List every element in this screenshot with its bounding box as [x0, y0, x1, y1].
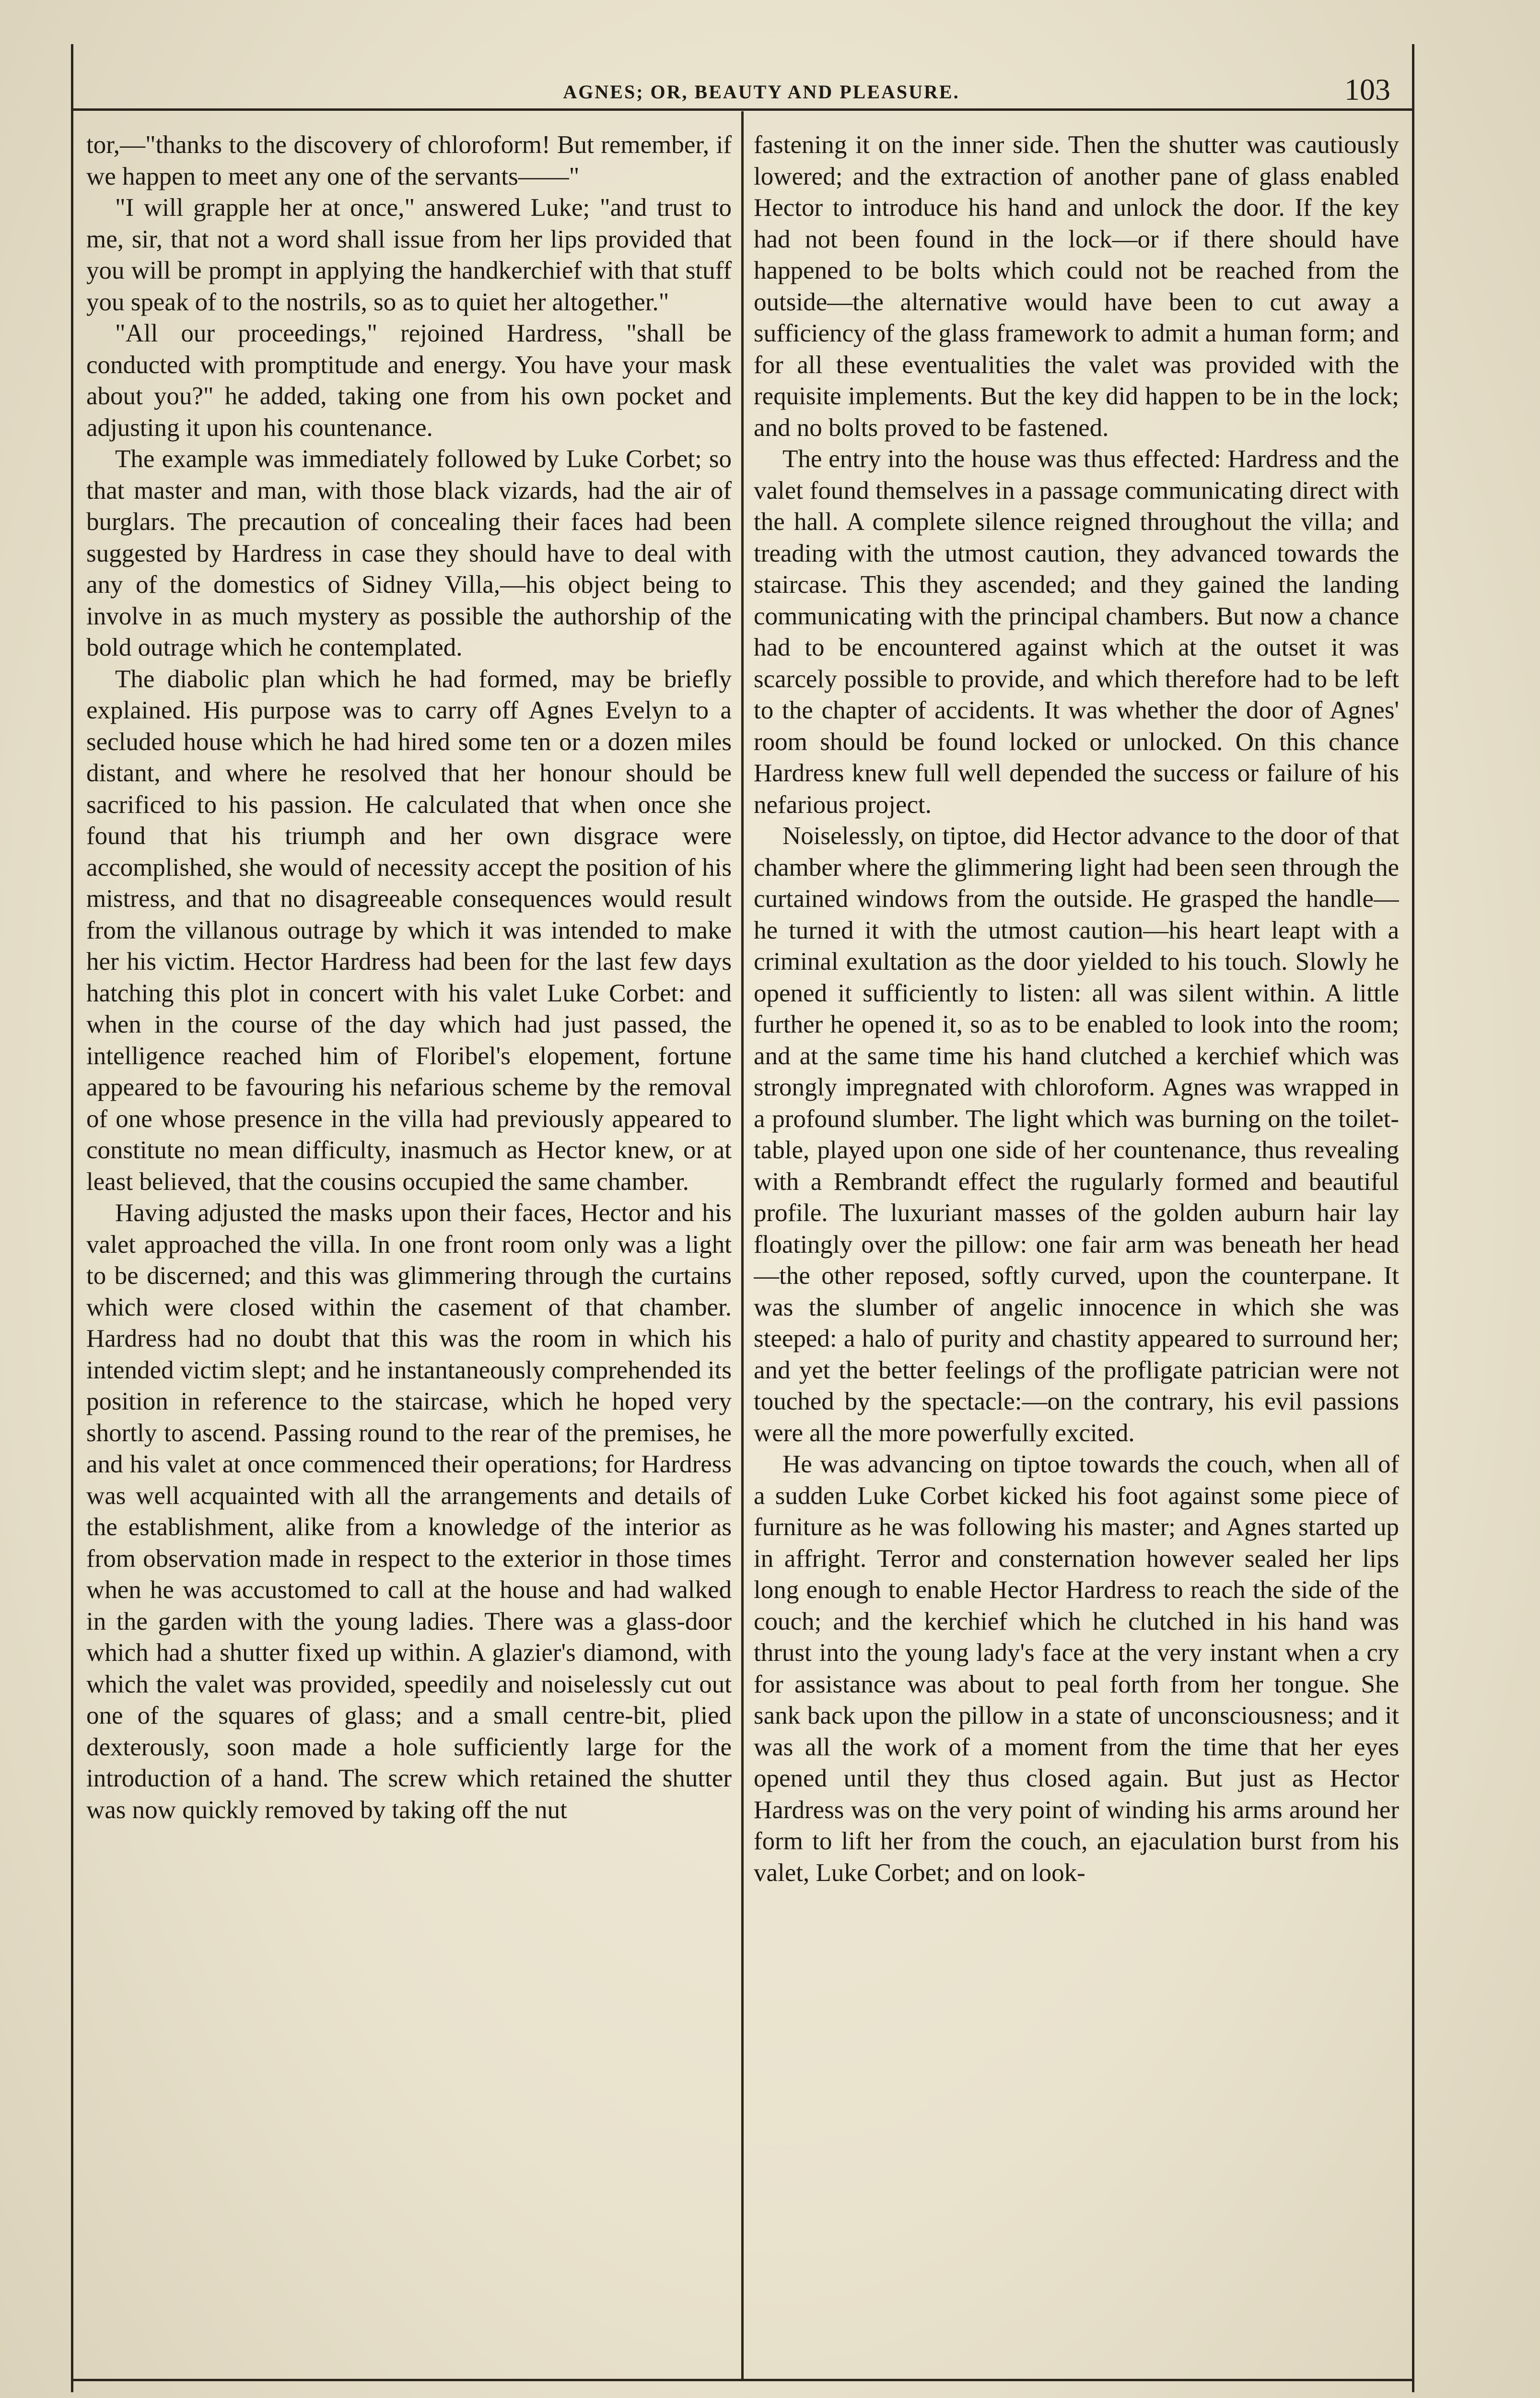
- paragraph: Noiselessly, on tiptoe, did Hector advance to the door of that chamber where the glimmering light had been seen through the curtained windows from the outside. He grasped the handle—he turned it with the utmost caution—his heart leapt with a criminal exultation as the door yielded to his touch. Slowly he opened it sufficiently to listen: all was silent within. A little further he opened it, so as to be enabled to look into the room; and at the same time his hand clutched a kerchief which was strongly impregnated with chloroform. Agnes was wrapped in a profound slumber. The light which was burning on the toilet-table, played upon one side of her countenance, thus revealing with a Rembrandt effect the rugularly formed and beautiful profile. The luxuriant masses of the golden auburn hair lay floatingly over the pillow: one fair arm was beneath her head—the other reposed, softly curved, upon the counterpane. It was the slumber of angelic innocence in which she was steeped: a halo of purity and chastity appeared to surround her; and yet the better feelings of the profligate patrician were not touched by the spectacle:—on the contrary, his evil passions were all the more powerfully excited.: [754, 822, 1399, 1447]
- paragraph: The example was immediately followed by Luke Corbet; so that master and man, with those black vizards, had the air of burglars. The precaution of concealing their faces had been suggested by Hardress in case they should have to deal with any of the domestics of Sidney Villa,—his object being to involve in as much mystery as possible the authorship of the bold outrage which he contemplated.: [86, 445, 732, 661]
- paragraph: The entry into the house was thus effected: Hardress and the valet found themselves in a passage communicating direct with the hall. A complete silence reigned throughout the villa; and treading with the utmost caution, they advanced towards the staircase. This they ascended; and they gained the landing communicating with the principal chambers. But now a chance had to be encountered against which at the outset it was scarcely possible to provide, and which therefore had to be left to the chapter of accidents. It was whether the door of Agnes' room should be found locked or unlocked. On this chance Hardress knew full well depended the success or failure of his nefarious project.: [754, 445, 1399, 819]
- running-title: AGNES; OR, BEAUTY AND PLEASURE.: [563, 81, 960, 103]
- paragraph: He was advancing on tiptoe towards the couch, when all of a sudden Luke Corbet kicked his foot against some piece of furniture as he was following his master; and Agnes started up in affright. Terror and consternation however sealed her lips long enough to enable Hector Hardress to reach the side of the couch; and the kerchief which he clutched in his hand was thrust into the young lady's face at the very instant when a cry for assistance was about to peal forth from her tongue. She sank back upon the pillow in a state of unconsciousness; and it was all the work of a moment from the time that her eyes opened until they thus closed again. But just as Hector Hardress was on the very point of winding his arms around her form to lift her from the couch, an ejaculation burst from his valet, Luke Corbet; and on look-: [754, 1450, 1399, 1887]
- right-column: [754, 129, 1399, 2345]
- footer-rule: [71, 2379, 1414, 2381]
- paragraph: fastening it on the inner side. Then the shutter was cautiously lowered; and the extraction of another pane of glass enabled Hector to introduce his hand and unlock the door. If the key had not been found in the lock—or if there should have happened to be bolts which could not be reached from the outside—the alternative would have been to cut away a sufficiency of the glass framework to admit a human form; and for all these eventualities the valet was provided with the requisite implements. But the key did happen to be in the lock; and no bolts proved to be fastened.: [754, 131, 1399, 442]
- paragraph: "I will grapple her at once," answered Luke; "and trust to me, sir, that not a word shall issue from her lips provided that you will be prompt in applying the handkerchief with that stuff you speak of to the nostrils, so as to quiet her altogether.": [86, 194, 732, 316]
- paragraph: tor,—"thanks to the discovery of chloroform! But remember, if we happen to meet any one of the servants——": [86, 131, 732, 190]
- paragraph: The diabolic plan which he had formed, may be briefly explained. His purpose was to carry off Agnes Evelyn to a secluded house which he had hired some ten or a dozen miles distant, and where he resolved that her honour should be sacrificed to his passion. He calculated that when once she found that his triumph and her own disgrace were accomplished, she would of necessity accept the position of his mistress, and that no disagreeable consequences would result from the villanous outrage by which it was intended to make her his victim. Hector Hardress had been for the last few days hatching this plot in concert with his valet Luke Corbet: and when in the course of the day which had just passed, the intelligence reached him of Floribel's elopement, fortune appeared to be favouring his nefarious scheme by the removal of one whose presence in the villa had previously appeared to constitute no mean difficulty, inasmuch as Hector knew, or at least believed, that the cousins occupied the same chamber.: [86, 665, 732, 1196]
- left-column: [86, 129, 732, 2345]
- paragraph: "All our proceedings," rejoined Hardress, "shall be conducted with promptitude and energy. You have your mask about you?" he added, taking one from his own pocket and adjusting it upon his countenance.: [86, 319, 732, 442]
- header-rule: [71, 108, 1414, 111]
- paragraph: Having adjusted the masks upon their faces, Hector and his valet approached the villa. In one front room only was a light to be discerned; and this was glimmering through the curtains which were closed within the casement of that chamber. Hardress had no doubt that this was the room in which his intended victim slept; and he instantaneously comprehended its position in reference to the staircase, which he hoped very shortly to ascend. Passing round to the rear of the premises, he and his valet at once commenced their operations; for Hardress was well acquainted with all the arrangements and details of the establishment, alike from a knowledge of the interior as from observation made in respect to the exterior in those times when he was accustomed to call at the house and had walked in the garden with the young ladies. There was a glass-door which had a shutter fixed up within. A glazier's diamond, with which the valet was provided, speedily and noiselessly cut out one of the squares of glass; and a small centre-bit, plied dexterously, soon made a hole sufficiently large for the introduction of a hand. The screw which retained the shutter was now quickly removed by taking off the nut: [86, 1199, 732, 1824]
- column-divider: [741, 111, 744, 2379]
- page-number: 103: [1344, 72, 1390, 106]
